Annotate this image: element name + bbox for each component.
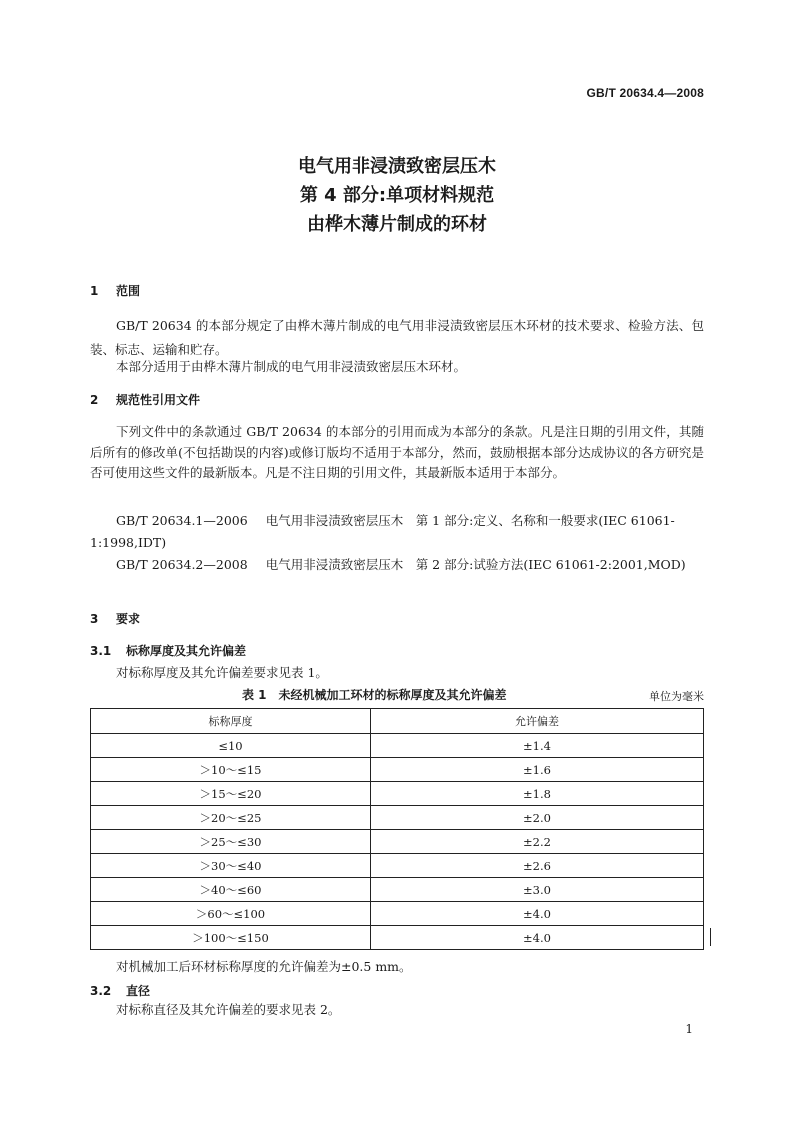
section-3-1-paragraph-2: 对机械加工后环材标称厚度的允许偏差为±0.5 mm。 <box>116 959 412 974</box>
table-row <box>91 902 704 926</box>
table-row <box>91 734 704 758</box>
section-number: 1 <box>90 284 99 298</box>
section-title: 直径 <box>126 984 151 998</box>
normative-reference-2 <box>90 554 704 576</box>
tolerance-cell: ±4.0 <box>371 902 704 926</box>
tolerance-cell: ±1.8 <box>371 782 704 806</box>
page-number: 1 <box>685 1022 693 1036</box>
table-row <box>91 782 704 806</box>
reference-title: 电气用非浸渍致密层压木 第 2 部分:试验方法(IEC 61061-2:2001,MOD) <box>265 557 686 572</box>
section-title: 规范性引用文件 <box>116 393 201 407</box>
table-row <box>91 854 704 878</box>
nominal-thickness-cell: ＞40～≤60 <box>91 878 371 902</box>
table-title: 表 1 未经机械加工环材的标称厚度及其允许偏差 <box>242 688 507 702</box>
table-row <box>91 926 704 950</box>
tolerance-cell: ±1.4 <box>371 734 704 758</box>
section-2-heading <box>90 391 200 408</box>
section-title: 要求 <box>116 612 141 626</box>
section-number: 3 <box>90 612 99 626</box>
table-row <box>91 758 704 782</box>
section-3-1-heading <box>90 642 246 659</box>
nominal-thickness-cell: ＞30～≤40 <box>91 854 371 878</box>
section-3-2-paragraph-1: 对标称直径及其允许偏差的要求见表 2。 <box>116 1002 341 1017</box>
nominal-thickness-cell: ≤10 <box>91 734 371 758</box>
table-header-row <box>91 709 704 734</box>
nominal-thickness-cell: ＞20～≤25 <box>91 806 371 830</box>
tolerance-cell: ±2.0 <box>371 806 704 830</box>
standard-number: GB/T 20634.4—2008 <box>586 86 704 100</box>
reference-title: 电气用非浸渍致密层压木 第 1 部分:定义、名称和一般要求(IEC 61061-1:1998,IDT) <box>90 513 675 550</box>
section-3-heading <box>90 610 140 627</box>
tolerance-table <box>90 708 704 950</box>
section-number: 3.2 <box>90 984 112 998</box>
nominal-thickness-cell: ＞100～≤150 <box>91 926 371 950</box>
section-number: 2 <box>90 393 99 407</box>
table-row <box>91 878 704 902</box>
table-unit: 单位为毫米 <box>649 690 704 703</box>
tolerance-cell: ±2.2 <box>371 830 704 854</box>
title-line-2: 第 4 部分:单项材料规范 <box>299 185 495 206</box>
reference-code: GB/T 20634.2—2008 <box>116 557 248 572</box>
section-3-2-heading <box>90 982 150 999</box>
section-1-paragraph-2: 本部分适用于由桦木薄片制成的电气用非浸渍致密层压木环材。 <box>116 359 467 374</box>
nominal-thickness-cell: ＞25～≤30 <box>91 830 371 854</box>
section-1-heading <box>90 282 140 299</box>
revision-bar <box>710 928 711 946</box>
title-line-1: 电气用非浸渍致密层压木 <box>298 156 496 177</box>
tolerance-cell: ±1.6 <box>371 758 704 782</box>
nominal-thickness-cell: ＞15～≤20 <box>91 782 371 806</box>
reference-code: GB/T 20634.1—2006 <box>116 513 248 528</box>
section-number: 3.1 <box>90 644 112 658</box>
section-title: 范围 <box>116 284 141 298</box>
table-row <box>91 806 704 830</box>
table-row <box>91 830 704 854</box>
column-header-nominal-thickness: 标称厚度 <box>91 709 371 734</box>
nominal-thickness-cell: ＞10～≤15 <box>91 758 371 782</box>
tolerance-cell: ±3.0 <box>371 878 704 902</box>
tolerance-cell: ±2.6 <box>371 854 704 878</box>
title-line-3: 由桦木薄片制成的环材 <box>307 214 487 235</box>
section-2-paragraph-1: 下列文件中的条款通过 GB/T 20634 的本部分的引用而成为本部分的条款。凡是注日期的引用文件，其随后所有的修改单(不包括勘误的内容)或修订版均不适用于本部分，然而，鼓励根据本部分达成协议的各方研究是否可使用这些文件的最新版本。凡是不注日期的引用文件，其最新版本适用于本部分。 <box>90 424 704 480</box>
section-1-paragraph-1: GB/T 20634 的本部分规定了由桦木薄片制成的电气用非浸渍致密层压木环材的技术要求、检验方法、包装、标志、运输和贮存。 <box>90 318 704 357</box>
nominal-thickness-cell: ＞60～≤100 <box>91 902 371 926</box>
tolerance-cell: ±4.0 <box>371 926 704 950</box>
document-title <box>0 152 794 239</box>
normative-reference-1 <box>90 510 704 554</box>
section-title: 标称厚度及其允许偏差 <box>126 644 247 658</box>
column-header-tolerance: 允许偏差 <box>371 709 704 734</box>
section-3-1-paragraph-1: 对标称厚度及其允许偏差要求见表 1。 <box>116 665 328 680</box>
